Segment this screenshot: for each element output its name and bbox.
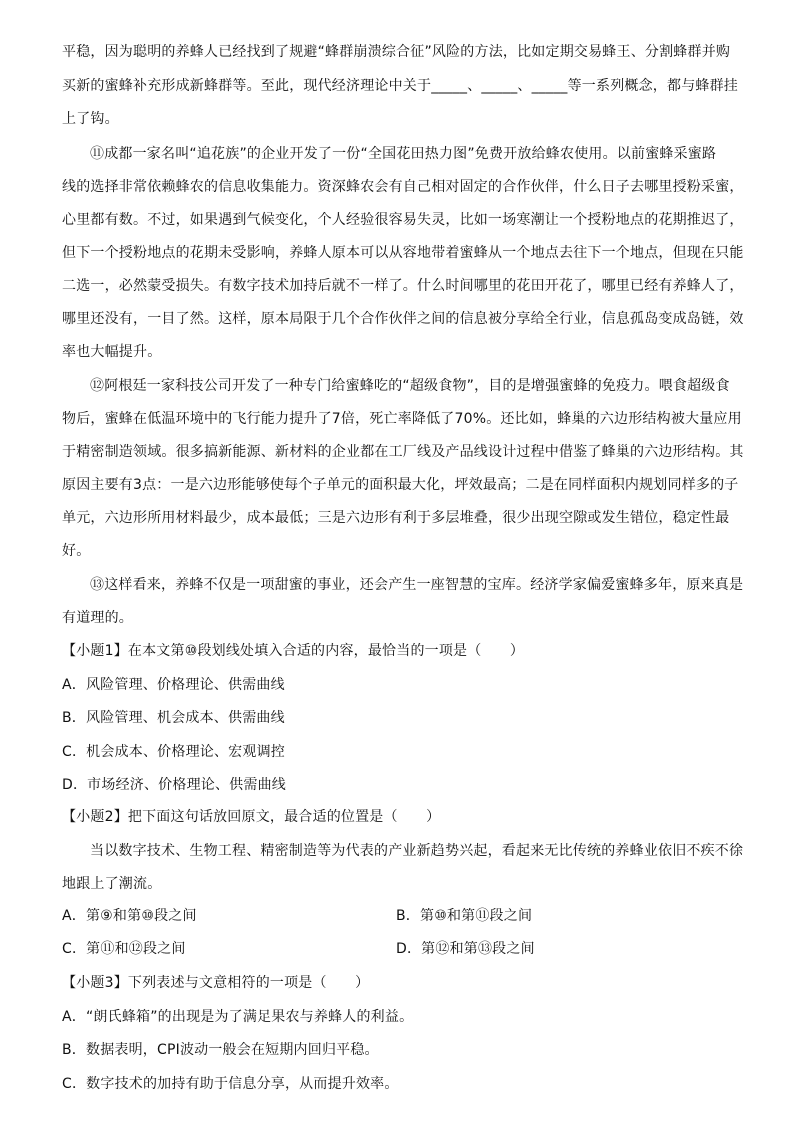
para11-line-2: 线的选择非常依赖蜂农的信息收集能力。资深蜂农会有自己相对固定的合作伙伴，什么日子去哪里授粉采蜜， bbox=[62, 179, 744, 195]
para11-line-7: 率也大幅提升。 bbox=[62, 344, 162, 360]
question-2-option-d: D．第⑫和第⑬段之间 bbox=[396, 941, 535, 957]
question-1-option-a: A．风险管理、价格理论、供需曲线 bbox=[62, 677, 285, 693]
question-3-option-a: A．“朗氏蜂箱”的出现是为了满足果农与养蜂人的利益。 bbox=[62, 1009, 414, 1025]
para10-line-2: 买新的蜜蜂补充形成新蜂群等。至此，现代经济理论中关于_____、_____、_____等一系列概念，都与蜂群挂 bbox=[62, 78, 738, 94]
question-1-stem: 【小题1】在本文第⑩段划线处填入合适的内容，最恰当的一项是（ ） bbox=[62, 643, 525, 659]
para11-line-6: 哪里还没有，一目了然。这样，原本局限于几个合作伙伴之间的信息被分享给全行业，信息孤岛变成岛链，效 bbox=[62, 311, 744, 327]
para11-line-5: 二选一，必然蒙受损失。有数字技术加持后就不一样了。什么时间哪里的花田开花了，哪里已经有养蜂人了， bbox=[62, 278, 744, 294]
question-3-option-b: B．数据表明，CPI波动一般会在短期内回归平稳。 bbox=[62, 1042, 379, 1058]
question-2-sentence-line-2: 地跟上了潮流。 bbox=[62, 876, 162, 892]
question-3-stem: 【小题3】下列表述与文意相符的一项是（ ） bbox=[62, 975, 370, 991]
para12-line-2: 物后，蜜蜂在低温环境中的飞行能力提升了7倍，死亡率降低了70%。还比如，蜂巢的六边形结构被大量应用 bbox=[62, 411, 742, 427]
question-2-stem: 【小题2】把下面这句话放回原文，最合适的位置是（ ） bbox=[62, 809, 441, 825]
question-1-option-d: D．市场经济、价格理论、供需曲线 bbox=[62, 777, 286, 793]
question-1-option-b: B．风险管理、机会成本、供需曲线 bbox=[62, 710, 285, 726]
question-2-option-a: A．第⑨和第⑩段之间 bbox=[62, 908, 197, 924]
para11-line-4: 但下一个授粉地点的花期未受影响，养蜂人原本可以从容地带着蜜蜂从一个地点去往下一个地点，但现在只能 bbox=[62, 245, 744, 261]
para12-line-1: ⑫阿根廷一家科技公司开发了一种专门给蜜蜂吃的“超级食物”，目的是增强蜜蜂的免疫力。喂食超级食 bbox=[90, 378, 730, 394]
para11-line-3: 心里都有数。不过，如果遇到气候变化，个人经验很容易失灵，比如一场寒潮让一个授粉地点的花期推迟了， bbox=[62, 212, 744, 228]
question-3-option-c: C．数字技术的加持有助于信息分享，从而提升效率。 bbox=[62, 1076, 399, 1092]
para12-line-5: 单元，六边形所用材料最少，成本最低；三是六边形有利于多层堆叠，很少出现空隙或发生错位，稳定性最 bbox=[62, 510, 730, 526]
para12-line-4: 原因主要有3点：一是六边形能够使每个子单元的面积最大化，坪效最高；二是在同样面积内规划同样多的子 bbox=[62, 477, 739, 493]
para13-line-1: ⑬这样看来，养蜂不仅是一项甜蜜的事业，还会产生一座智慧的宝库。经济学家偏爱蜜蜂多年，原来真是 bbox=[90, 577, 744, 593]
para12-line-6: 好。 bbox=[62, 543, 91, 559]
para10-line-1: 平稳，因为聪明的养蜂人已经找到了规避“蜂群崩溃综合征”风险的方法，比如定期交易蜂王、分割蜂群并购 bbox=[62, 44, 731, 60]
para13-line-2: 有道理的。 bbox=[62, 610, 133, 626]
para10-line-3: 上了钩。 bbox=[62, 111, 119, 127]
para12-line-3: 于精密制造领域。很多搞新能源、新材料的企业都在工厂线及产品线设计过程中借鉴了蜂巢的六边形结构。其 bbox=[62, 444, 744, 460]
question-2-option-b: B．第⑩和第⑪段之间 bbox=[396, 908, 533, 924]
para11-line-1: ⑪成都一家名叫“追花族”的企业开发了一份“全国花田热力图”免费开放给蜂农使用。以前蜜蜂采蜜路 bbox=[90, 146, 717, 162]
question-2-sentence-line-1: 当以数字技术、生物工程、精密制造等为代表的产业新趋势兴起，看起来无比传统的养蜂业依旧不疾不徐 bbox=[90, 843, 744, 859]
question-2-option-c: C．第⑪和⑫段之间 bbox=[62, 941, 186, 957]
question-1-option-c: C．机会成本、价格理论、宏观调控 bbox=[62, 744, 285, 760]
